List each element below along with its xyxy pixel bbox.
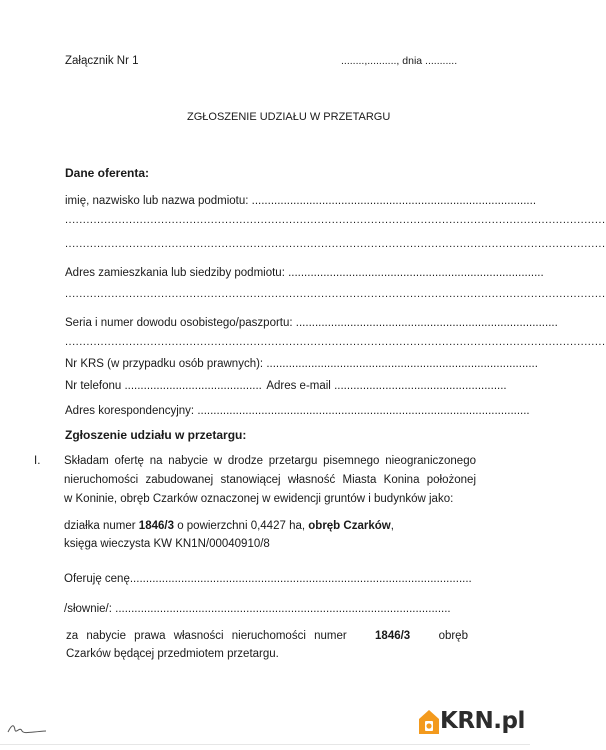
id-blank-line: ........................................................................................................................................................ [65,336,606,348]
phone-email-row [65,376,507,394]
plot-comma: , [390,520,394,532]
krs-label: Nr KRS (w przypadku osób prawnych): [65,358,264,370]
plot-prefix: działka numer [64,520,136,532]
plot-number: 1846/3 [138,520,174,532]
id-row [65,313,558,331]
correspondence-dots: ........................................................................................................ [194,405,530,417]
words-dots: ......................................................................................................... [111,603,451,615]
section-numeral: I. [34,455,41,467]
bidder-heading: Dane oferenta: [65,166,150,180]
email-dots: ...................................................... [330,380,507,392]
name-dots: ......................................................................................... [248,195,537,207]
land-register: księga wieczysta KW KN1N/00040910/8 [64,538,270,550]
id-dots: .................................................................................. [292,317,558,329]
correspondence-row [65,401,530,419]
offer-line-1: Składam ofertę na nabycie w drodze przetargu pisemnego nieograniczonego [64,455,476,467]
price-dots: ........................................................................................................... [129,573,472,585]
plot-district: obręb Czarków [308,520,391,532]
id-label: Seria i numer dowodu osobistego/paszportu: [65,317,293,329]
attachment-label: Załącznik Nr 1 [65,55,139,67]
address-label: Adres zamieszkania lub siedziby podmiotu: [65,267,285,279]
name-blank-line-1: ........................................................................................................................................................ [65,214,606,226]
plot-area: o powierzchni 0,4427 ha, [177,520,306,532]
offer-line-2: nieruchomości zabudowanej stanowiącej własność Miasta Konina położonej [64,474,476,486]
application-heading: Zgłoszenie udziału w przetargu: [65,428,247,442]
address-blank-line: ........................................................................................................................................................ [65,288,606,300]
name-blank-line-2: ........................................................................................................................................................ [65,238,606,250]
plot-row [64,520,394,532]
phone-dots: ........................................... [121,380,262,392]
final-number: 1846/3 [375,630,411,642]
words-label: /słownie/: [64,603,112,615]
krs-dots: ..................................................................................... [263,358,538,370]
house-icon [418,709,440,735]
page-title: ZGŁOSZENIE UDZIAŁU W PRZETARGU [187,111,391,123]
correspondence-label: Adres korespondencyjny: [65,405,195,417]
name-label: imię, nazwisko lub nazwa podmiotu: [65,195,249,207]
final-line-2: Czarków będącej przedmiotem przetargu. [66,648,279,660]
price-row [64,569,472,587]
krn-logo [418,705,525,739]
offer-line-3: w Koninie, obręb Czarków oznaczonej w ewidencji gruntów i budynków jako: [64,493,454,505]
brand-text: KRN.pl [440,708,525,734]
date-line: ........,.........., dnia ........... [341,55,458,67]
name-row [65,191,537,209]
phone-label: Nr telefonu [65,380,122,392]
address-row [65,263,544,281]
email-label: Adres e-mail [266,380,331,392]
final-prefix: za nabycie prawa własności nieruchomości numer [66,630,347,642]
address-dots: ................................................................................ [284,267,544,279]
signature-scribble-icon [6,722,48,736]
final-line-1 [66,630,468,642]
price-label: Oferuję cenę [64,573,130,585]
krs-row [65,354,538,372]
final-suffix: obręb [438,630,468,642]
page-bottom-edge [0,744,530,745]
words-row [64,599,454,617]
